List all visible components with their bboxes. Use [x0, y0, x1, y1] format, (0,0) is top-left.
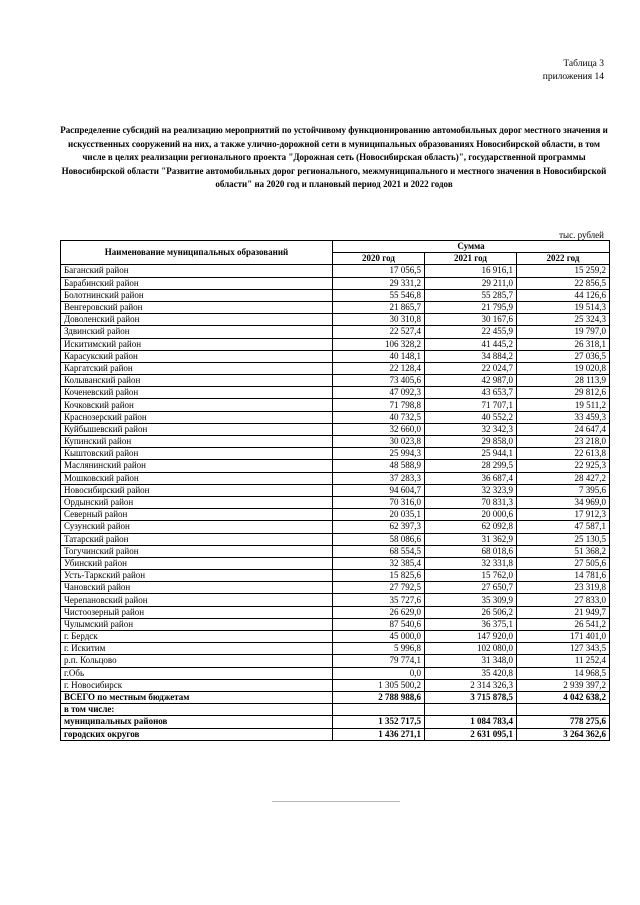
amount-2022: 14 781,6	[517, 570, 610, 582]
amount-2020: 68 554,5	[333, 545, 425, 557]
amount-2022: 22 856,5	[517, 277, 610, 289]
municipality-name: Доволенский район	[61, 314, 333, 326]
table-row	[61, 314, 610, 326]
municipal-2022: 778 275,6	[517, 716, 610, 728]
amount-2021: 16 916,1	[425, 265, 517, 277]
amount-2020: 30 310,8	[333, 314, 425, 326]
amount-2022: 47 587,1	[517, 521, 610, 533]
document-title: Распределение субсидий на реализацию мероприятий по устойчивому функционированию автомобильных дорог местного значения и искусственных сооружений на них, а также улично-дорожной сети в муниципальных образованиях Новосибирской области, в том числе в целях реализации регионального проекта "Дорожная сеть (Новосибирская область)", государственной программы Новосибирской области "Развитие автомобильных дорог регионального, межмуниципального и местного значения в Новосибирской области" на 2020 год и плановый период 2021 и 2022 годов	[60, 125, 608, 189]
table-row	[61, 387, 610, 399]
amount-2020: 71 798,8	[333, 399, 425, 411]
amount-2022: 27 505,6	[517, 557, 610, 569]
municipality-name: Кочковский район	[61, 399, 333, 411]
total-row	[61, 691, 610, 703]
municipality-name: Краснозерский район	[61, 411, 333, 423]
amount-2020: 32 660,0	[333, 423, 425, 435]
table-number: Таблица 3	[563, 59, 604, 69]
amount-2022: 51 368,2	[517, 545, 610, 557]
amount-2021: 41 445,2	[425, 338, 517, 350]
amount-2020: 55 546,8	[333, 289, 425, 301]
table-row	[61, 533, 610, 545]
amount-2020: 27 792,5	[333, 582, 425, 594]
municipality-name: Новосибирский район	[61, 484, 333, 496]
amount-2021: 26 506,2	[425, 606, 517, 618]
municipality-name: Северный район	[61, 509, 333, 521]
amount-2021: 147 920,0	[425, 631, 517, 643]
municipality-name: г.Обь	[61, 667, 333, 679]
table-row	[61, 557, 610, 569]
table-row	[61, 484, 610, 496]
amount-2020: 30 023,8	[333, 436, 425, 448]
amount-2022: 19 797,0	[517, 326, 610, 338]
municipality-name: Колыванский район	[61, 375, 333, 387]
amount-2021: 68 018,6	[425, 545, 517, 557]
amount-2022: 44 126,6	[517, 289, 610, 301]
table-row	[61, 423, 610, 435]
municipality-name: Усть-Таркский район	[61, 570, 333, 582]
municipality-name: г. Искитим	[61, 643, 333, 655]
amount-2022: 17 912,3	[517, 509, 610, 521]
amount-2021: 22 455,9	[425, 326, 517, 338]
amount-2022: 27 036,5	[517, 350, 610, 362]
urban-2020: 1 436 271,1	[333, 728, 425, 740]
municipality-name: Карасукский район	[61, 350, 333, 362]
table-row	[61, 594, 610, 606]
municipality-name: Кыштовский район	[61, 448, 333, 460]
municipality-name: Мошковский район	[61, 472, 333, 484]
amount-2021: 2 314 326,3	[425, 679, 517, 691]
amount-2020: 22 527,4	[333, 326, 425, 338]
amount-2022: 22 613,8	[517, 448, 610, 460]
municipal-name: муниципальных районов	[61, 716, 333, 728]
municipality-name: Сузунский район	[61, 521, 333, 533]
amount-2020: 40 732,5	[333, 411, 425, 423]
amount-2021: 36 375,1	[425, 618, 517, 630]
amount-2022: 11 252,4	[517, 655, 610, 667]
amount-2022: 26 541,2	[517, 618, 610, 630]
amount-2020: 47 092,3	[333, 387, 425, 399]
amount-2022: 22 925,3	[517, 460, 610, 472]
header-sum: Сумма	[333, 241, 610, 253]
amount-2020: 70 316,0	[333, 496, 425, 508]
table-row	[61, 289, 610, 301]
total-2021: 3 715 878,5	[425, 691, 517, 703]
table-row	[61, 545, 610, 557]
amount-2021: 29 858,0	[425, 436, 517, 448]
municipality-name: р.п. Кольцово	[61, 655, 333, 667]
amount-2020: 5 996,8	[333, 643, 425, 655]
municipality-name: Барабинский район	[61, 277, 333, 289]
amount-2020: 48 588,9	[333, 460, 425, 472]
municipality-name: Купинский район	[61, 436, 333, 448]
table-row	[61, 472, 610, 484]
amount-2022: 25 130,5	[517, 533, 610, 545]
amount-2020: 0,0	[333, 667, 425, 679]
amount-2021: 29 211,0	[425, 277, 517, 289]
amount-2020: 17 056,5	[333, 265, 425, 277]
amount-2021: 15 762,0	[425, 570, 517, 582]
amount-2021: 40 552,2	[425, 411, 517, 423]
table-row	[61, 326, 610, 338]
table-row	[61, 436, 610, 448]
municipality-name: Искитимский район	[61, 338, 333, 350]
municipality-name: Чистоозерный район	[61, 606, 333, 618]
table-row	[61, 655, 610, 667]
table-row	[61, 338, 610, 350]
amount-2022: 23 218,0	[517, 436, 610, 448]
municipality-name: Коченевский район	[61, 387, 333, 399]
table-row	[61, 643, 610, 655]
amount-2022: 24 647,4	[517, 423, 610, 435]
amount-2020: 1 305 500,2	[333, 679, 425, 691]
including-label: в том числе:	[61, 704, 333, 716]
total-2022: 4 042 638,2	[517, 691, 610, 703]
header-2021: 2021 год	[425, 253, 517, 265]
municipality-name: Маслянинский район	[61, 460, 333, 472]
municipality-name: Куйбышевский район	[61, 423, 333, 435]
amount-2021: 32 331,8	[425, 557, 517, 569]
table-row	[61, 301, 610, 313]
municipality-name: Чановский район	[61, 582, 333, 594]
table-reference	[543, 58, 604, 84]
municipal-row	[61, 716, 610, 728]
amount-2021: 32 323,9	[425, 484, 517, 496]
municipality-name: г. Новосибирск	[61, 679, 333, 691]
amount-2022: 34 969,0	[517, 496, 610, 508]
amount-2020: 40 148,1	[333, 350, 425, 362]
amount-2022: 19 020,8	[517, 362, 610, 374]
subsidy-table	[60, 240, 610, 741]
amount-2022: 25 324,3	[517, 314, 610, 326]
municipality-name: г. Бердск	[61, 631, 333, 643]
amount-2020: 35 727,6	[333, 594, 425, 606]
urban-row	[61, 728, 610, 740]
table-row	[61, 679, 610, 691]
urban-name: городских округов	[61, 728, 333, 740]
table-row	[61, 265, 610, 277]
table-row	[61, 570, 610, 582]
amount-2020: 94 604,7	[333, 484, 425, 496]
amount-2021: 42 987,0	[425, 375, 517, 387]
amount-2020: 20 035,1	[333, 509, 425, 521]
amount-2020: 37 283,3	[333, 472, 425, 484]
amount-2021: 62 092,8	[425, 521, 517, 533]
table-row	[61, 631, 610, 643]
amount-2021: 25 944,1	[425, 448, 517, 460]
footer-divider	[272, 801, 400, 802]
amount-2020: 26 629,0	[333, 606, 425, 618]
table-row	[61, 448, 610, 460]
table-row	[61, 362, 610, 374]
table-row	[61, 411, 610, 423]
total-2020: 2 788 988,6	[333, 691, 425, 703]
table-row	[61, 618, 610, 630]
amount-2022: 15 259,2	[517, 265, 610, 277]
amount-2021: 71 707,1	[425, 399, 517, 411]
municipality-name: Болотнинский район	[61, 289, 333, 301]
amount-2021: 28 299,5	[425, 460, 517, 472]
amount-2021: 43 653,7	[425, 387, 517, 399]
municipality-name: Черепановский район	[61, 594, 333, 606]
amount-2020: 29 331,2	[333, 277, 425, 289]
amount-2021: 32 342,3	[425, 423, 517, 435]
amount-2020: 32 385,4	[333, 557, 425, 569]
total-name: ВСЕГО по местным бюджетам	[61, 691, 333, 703]
amount-2022: 7 395,6	[517, 484, 610, 496]
amount-2022: 28 113,9	[517, 375, 610, 387]
units-label: тыс. рублей	[559, 230, 604, 240]
amount-2022: 33 459,3	[517, 411, 610, 423]
table-row	[61, 277, 610, 289]
amount-2020: 21 865,7	[333, 301, 425, 313]
table-row	[61, 399, 610, 411]
amount-2021: 31 348,0	[425, 655, 517, 667]
amount-2021: 21 795,9	[425, 301, 517, 313]
amount-2022: 27 833,0	[517, 594, 610, 606]
header-2022: 2022 год	[517, 253, 610, 265]
municipality-name: Баганский район	[61, 265, 333, 277]
urban-2022: 3 264 362,6	[517, 728, 610, 740]
municipal-2020: 1 352 717,5	[333, 716, 425, 728]
municipality-name: Чулымский район	[61, 618, 333, 630]
amount-2020: 22 128,4	[333, 362, 425, 374]
header-2020: 2020 год	[333, 253, 425, 265]
table-row	[61, 667, 610, 679]
table-row	[61, 509, 610, 521]
table-row	[61, 606, 610, 618]
table-row	[61, 350, 610, 362]
amount-2021: 34 884,2	[425, 350, 517, 362]
amount-2021: 55 285,7	[425, 289, 517, 301]
amount-2020: 25 994,3	[333, 448, 425, 460]
table-row	[61, 460, 610, 472]
amount-2020: 79 774,1	[333, 655, 425, 667]
amount-2021: 31 362,9	[425, 533, 517, 545]
table-row	[61, 582, 610, 594]
urban-2021: 2 631 095,1	[425, 728, 517, 740]
amount-2022: 21 949,7	[517, 606, 610, 618]
header-name: Наименование муниципальных образований	[61, 241, 333, 265]
amount-2020: 62 397,3	[333, 521, 425, 533]
amount-2021: 36 687,4	[425, 472, 517, 484]
amount-2022: 23 319,8	[517, 582, 610, 594]
municipality-name: Венгеровский район	[61, 301, 333, 313]
amount-2021: 35 420,8	[425, 667, 517, 679]
amount-2022: 171 401,0	[517, 631, 610, 643]
amount-2022: 14 968,5	[517, 667, 610, 679]
amount-2020: 87 540,6	[333, 618, 425, 630]
municipal-2021: 1 084 783,4	[425, 716, 517, 728]
amount-2022: 29 812,6	[517, 387, 610, 399]
amount-2021: 35 309,9	[425, 594, 517, 606]
including-row	[61, 704, 610, 716]
table-row	[61, 375, 610, 387]
amount-2021: 27 650,7	[425, 582, 517, 594]
table-row	[61, 496, 610, 508]
municipality-name: Татарский район	[61, 533, 333, 545]
table-row	[61, 521, 610, 533]
municipality-name: Здвинский район	[61, 326, 333, 338]
amount-2020: 73 405,6	[333, 375, 425, 387]
municipality-name: Каргатский район	[61, 362, 333, 374]
amount-2021: 70 831,3	[425, 496, 517, 508]
amount-2021: 102 080,0	[425, 643, 517, 655]
amount-2020: 58 086,6	[333, 533, 425, 545]
amount-2021: 20 000,6	[425, 509, 517, 521]
amount-2020: 15 825,6	[333, 570, 425, 582]
amount-2022: 28 427,2	[517, 472, 610, 484]
amount-2020: 106 328,2	[333, 338, 425, 350]
amount-2021: 30 167,6	[425, 314, 517, 326]
amount-2022: 127 343,5	[517, 643, 610, 655]
municipality-name: Убинский район	[61, 557, 333, 569]
appendix-number: приложения 14	[542, 72, 604, 82]
amount-2022: 19 514,3	[517, 301, 610, 313]
amount-2021: 22 024,7	[425, 362, 517, 374]
amount-2020: 45 000,0	[333, 631, 425, 643]
amount-2022: 19 511,2	[517, 399, 610, 411]
municipality-name: Тогучинский район	[61, 545, 333, 557]
amount-2022: 26 318,1	[517, 338, 610, 350]
municipality-name: Ордынский район	[61, 496, 333, 508]
amount-2022: 2 939 397,2	[517, 679, 610, 691]
